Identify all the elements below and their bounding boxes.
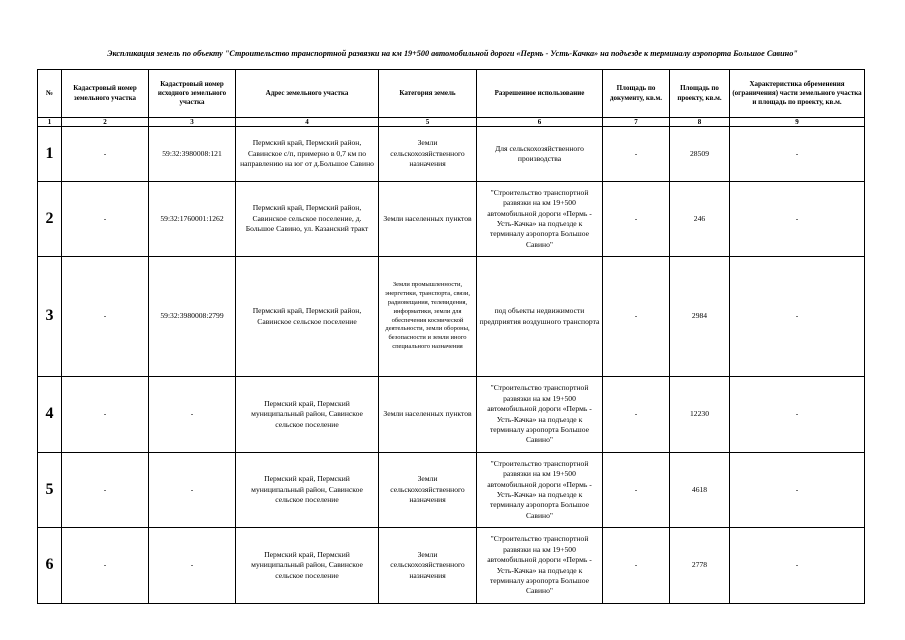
cadastral-number-cell: -	[62, 182, 149, 257]
column-number-row	[38, 118, 865, 127]
column-number: 3	[149, 118, 236, 127]
table-row	[38, 182, 865, 257]
row-number: 6	[38, 528, 62, 604]
source-cadastral-number-cell: -	[149, 377, 236, 453]
header-cell-address: Адрес земельного участка	[236, 70, 379, 118]
header-cell-land-category: Категория земель	[379, 70, 477, 118]
cadastral-number-cell: -	[62, 377, 149, 453]
header-cell-permitted-use: Разрешенное использование	[477, 70, 603, 118]
table-row	[38, 453, 865, 528]
table-row	[38, 257, 865, 377]
header-cell-encumbrance: Характеристика обременения (ограничения) части земельного участка и площадь по проекту, кв.м.	[730, 70, 865, 118]
encumbrance-cell: -	[730, 377, 865, 453]
header-cell-area-by-project: Площадь по проекту, кв.м.	[670, 70, 730, 118]
area-by-project-cell: 12230	[670, 377, 730, 453]
area-by-document-cell: -	[603, 528, 670, 604]
permitted-use-cell: "Строительство транспортной развязки на км 19+500 автомобильной дороги «Пермь - Усть-Качка» на подъезде к терминалу аэропорта Большое Савино"	[477, 377, 603, 453]
area-by-project-cell: 2984	[670, 257, 730, 377]
row-number: 3	[38, 257, 62, 377]
encumbrance-cell: -	[730, 453, 865, 528]
header-cell-number: №	[38, 70, 62, 118]
land-category-cell: Земли сельскохозяйственного назначения	[379, 127, 477, 182]
source-cadastral-number-cell: -	[149, 528, 236, 604]
area-by-document-cell: -	[603, 257, 670, 377]
row-number: 1	[38, 127, 62, 182]
header-cell-area-by-document: Площадь по документу, кв.м.	[603, 70, 670, 118]
cadastral-number-cell: -	[62, 528, 149, 604]
permitted-use-cell: "Строительство транспортной развязки на км 19+500 автомобильной дороги «Пермь - Усть-Качка» на подъезде к терминалу аэропорта Большое Савино"	[477, 182, 603, 257]
address-cell: Пермский край, Пермский район, Савинское с/п, примерно в 0,7 км по направлению на юг от д.Большое Савино	[236, 127, 379, 182]
cadastral-number-cell: -	[62, 127, 149, 182]
area-by-project-cell: 2778	[670, 528, 730, 604]
header-cell-source-cadastral-number: Кадастровый номер исходного земельного участка	[149, 70, 236, 118]
source-cadastral-number-cell: 59:32:3980008:121	[149, 127, 236, 182]
row-number: 5	[38, 453, 62, 528]
table-row	[38, 377, 865, 453]
area-by-document-cell: -	[603, 453, 670, 528]
area-by-document-cell: -	[603, 127, 670, 182]
table-row	[38, 127, 865, 182]
area-by-project-cell: 28509	[670, 127, 730, 182]
cadastral-number-cell: -	[62, 453, 149, 528]
column-number: 2	[62, 118, 149, 127]
encumbrance-cell: -	[730, 257, 865, 377]
area-by-document-cell: -	[603, 182, 670, 257]
column-number: 1	[38, 118, 62, 127]
land-category-cell: Земли промышленности, энергетики, транспорта, связи, радиовещания, телевидения, информатики, земли для обеспечения космической деятельности, земли обороны, безопасности и земли иного специального назначения	[379, 257, 477, 377]
address-cell: Пермский край, Пермский муниципальный район, Савинское сельское поселение	[236, 453, 379, 528]
encumbrance-cell: -	[730, 127, 865, 182]
column-number: 4	[236, 118, 379, 127]
row-number: 4	[38, 377, 62, 453]
address-cell: Пермский край, Пермский муниципальный район, Савинское сельское поселение	[236, 377, 379, 453]
source-cadastral-number-cell: 59:32:1760001:1262	[149, 182, 236, 257]
land-category-cell: Земли сельскохозяйственного назначения	[379, 453, 477, 528]
column-number: 6	[477, 118, 603, 127]
address-cell: Пермский край, Пермский район, Савинское сельское поселение, д. Большое Савино, ул. Казанский тракт	[236, 182, 379, 257]
header-cell-cadastral-number: Кадастровый номер земельного участка	[62, 70, 149, 118]
column-number: 7	[603, 118, 670, 127]
land-explication-table	[37, 69, 865, 604]
document-title: Экспликация земель по объекту "Строительство транспортной развязки на км 19+500 автомобильной дороги «Пермь - Усть-Качка» на подъезде к терминалу аэропорта Большое Савино"	[107, 49, 798, 58]
address-cell: Пермский край, Пермский муниципальный район, Савинское сельское поселение	[236, 528, 379, 604]
area-by-project-cell: 246	[670, 182, 730, 257]
permitted-use-cell: "Строительство транспортной развязки на км 19+500 автомобильной дороги «Пермь - Усть-Качка» на подъезде к терминалу аэропорта Большое Савино"	[477, 528, 603, 604]
column-number: 5	[379, 118, 477, 127]
source-cadastral-number-cell: -	[149, 453, 236, 528]
source-cadastral-number-cell: 59:32:3980008:2799	[149, 257, 236, 377]
table-row	[38, 528, 865, 604]
cadastral-number-cell: -	[62, 257, 149, 377]
column-number: 8	[670, 118, 730, 127]
encumbrance-cell: -	[730, 182, 865, 257]
permitted-use-cell: под объекты недвижимости предприятия воздушного транспорта	[477, 257, 603, 377]
permitted-use-cell: Для сельскохозяйственного производства	[477, 127, 603, 182]
encumbrance-cell: -	[730, 528, 865, 604]
header-row	[38, 70, 865, 118]
row-number: 2	[38, 182, 62, 257]
area-by-document-cell: -	[603, 377, 670, 453]
column-number: 9	[730, 118, 865, 127]
land-category-cell: Земли сельскохозяйственного назначения	[379, 528, 477, 604]
address-cell: Пермский край, Пермский район, Савинское сельское поселение	[236, 257, 379, 377]
area-by-project-cell: 4618	[670, 453, 730, 528]
land-category-cell: Земли населенных пунктов	[379, 377, 477, 453]
land-category-cell: Земли населенных пунктов	[379, 182, 477, 257]
permitted-use-cell: "Строительство транспортной развязки на км 19+500 автомобильной дороги «Пермь - Усть-Качка» на подъезде к терминалу аэропорта Большое Савино"	[477, 453, 603, 528]
